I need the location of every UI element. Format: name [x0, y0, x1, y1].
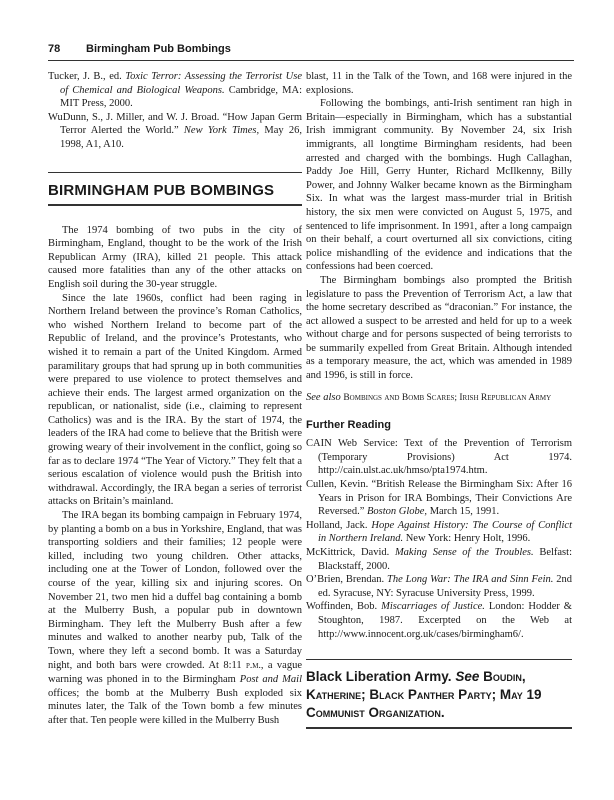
next-entry-heading: Black Liberation Army. See Boudin, Katherine; Black Panther Party; May 19 Communist Organization. — [306, 669, 542, 721]
see-also-label: See also — [306, 391, 341, 403]
reference-item: O’Brien, Brendan. The Long War: The IRA and Sinn Fein. 2nd ed. Syracuse, NY: Syracuse University Press, 1999. — [306, 574, 573, 599]
next-entry-targets[interactable]: Boudin, Katherine; Black Panther Party; May 19 Communist Organization. — [306, 669, 542, 721]
body-paragraph: Since the late 1960s, conflict had been raging in Northern Ireland between the province’s Roman Catholics, who wished Northern Ireland to become part of the Republic of Ireland, and the province’s Protestants, who wished it to remain a part of the United Kingdom. Armed paramilitary groups that had sprung up in both communities were prepared to use violence to protect themselves and achieve their ends. The largest armed organization on the republican, or nationalist, side (i.e., claiming to represent Catholics) was and is the IRA. By the start of 1974, the leaders of the IRA had come to believe that the British were growing weary of their involvement in the conflict, going so far as to declare 1974 “The Year of Victory.” They felt that a serious escalation of violence would push the British into withdrawal. Accordingly, the IRA began a series of terrorist attacks on Britain’s mainland. — [48, 292, 302, 508]
body-paragraph: The 1974 bombing of two pubs in the city of Birmingham, England, thought to be the work of the Irish Republican Army (IRA), killed 21 people. This attack caused more fatalities than any of the other attacks on English soil during the 30-year struggle. — [48, 224, 302, 290]
running-head-title: Birmingham Pub Bombings — [86, 43, 231, 55]
page-number: 78 — [48, 43, 61, 55]
body-paragraph: Following the bombings, anti-Irish sentiment ran high in Britain—especially in Birmingham, which has a substantial Irish immigrant community. By November 24, six Irish immigrants, all longtime Birmingham residents, had been arrested and charged with the bombings. Hugh Callaghan, Paddy Joe Hill, Gerry Hunter, Richard McIlkenny, Billy Power, and Johnny Walker became known as the Birmingham Six. In what was the largest mass-murder trial in British history, the six men were convicted on August 5, 1975, and sentenced to life imprisonment. In 1991, after a long campaign on their behalf, a court overturned all six convictions, citing police mishandling of the evidence and indications that the confessions had been coerced. — [306, 98, 572, 273]
see-also — [306, 391, 572, 406]
body-paragraph: The Birmingham bombings also prompted the British legislature to pass the Prevention of Terrorism Act, a law that the home secretary described as “draconian.” For instance, the act allowed a suspect to be arrested and held for up to a week without charge and for persons suspected of being terrorists to be summarily expelled from Great Britain. Although intended as a temporary measure, the act, which was amended in 1989 and 1996, is still in force. — [306, 274, 572, 382]
reference-item: WuDunn, S., J. Miller, and W. J. Broad. “How Japan Germ Terror Alerted the World.” New York Times, May 26, 1998, A1, A10. — [48, 111, 302, 150]
further-reading-heading: Further Reading — [306, 419, 391, 432]
reference-item: McKittrick, David. Making Sense of the Troubles. Belfast: Blackstaff, 2000. — [306, 547, 572, 572]
body-paragraph: The IRA began its bombing campaign in February 1974, by planting a bomb on a bus in Yorkshire, England, that was transporting soldiers and their families; 12 people were killed, including two young children. Other attacks, including one at the Tower of London, followed over the course of the year, killing six and injuring scores. On November 21, two men hid a duffel bag containing a bomb at the Mulberry Bush, a popular pub in downtown Birmingham. They left the Mulberry Bush after a few minutes and walked to another nearby pub, Talk of the Town, where they left a second bomb. It was a Saturday night, and both bars were crowded. At 8:11 p.m., a vague warning was phoned in to the Birmingham Post and Mail offices; the bomb at the Mulberry Bush exploded six minutes later, the Talk of the Town bomb a few minutes after that. Ten people were killed in the Mulberry Bush — [48, 510, 303, 726]
reference-item: Tucker, J. B., ed. Toxic Terror: Assessing the Terrorist Use of Chemical and Biological Weapons. Cambridge, MA: MIT Press, 2000. — [48, 71, 302, 110]
left-column — [48, 70, 302, 728]
running-header — [48, 43, 574, 59]
header-rule — [48, 60, 574, 61]
body-paragraph: blast, 11 in the Talk of the Town, and 168 were injured in the explosions. — [306, 71, 572, 96]
reference-item: Cullen, Kevin. “British Release the Birmingham Six: After 16 Years in Prison for IRA Bombings, Their Convictions Are Reversed.” Boston Globe, March 15, 1991. — [306, 479, 572, 518]
next-entry-rule-bottom — [306, 727, 572, 729]
see-also-links[interactable]: Bombings and Bomb Scares; Irish Republican Army — [343, 392, 552, 403]
entry-title: BIRMINGHAM PUB BOMBINGS — [48, 181, 275, 199]
reference-item: Woffinden, Bob. Miscarriages of Justice. London: Hodder & Stoughton, 1987. Excerpted on the Web at http://www.innocent.org.uk/cases/birmingham6/. — [306, 601, 572, 640]
right-column — [306, 70, 572, 729]
reference-item: Holland, Jack. Hope Against History: The Course of Conflict in Northern Ireland. New York: Henry Holt, 1996. — [306, 519, 572, 545]
reference-item: CAIN Web Service: Text of the Prevention of Terrorism (Temporary Provisions) Act 1974. http://cain.ulst.ac.uk/hmso/pta1974.htm. — [306, 438, 572, 477]
